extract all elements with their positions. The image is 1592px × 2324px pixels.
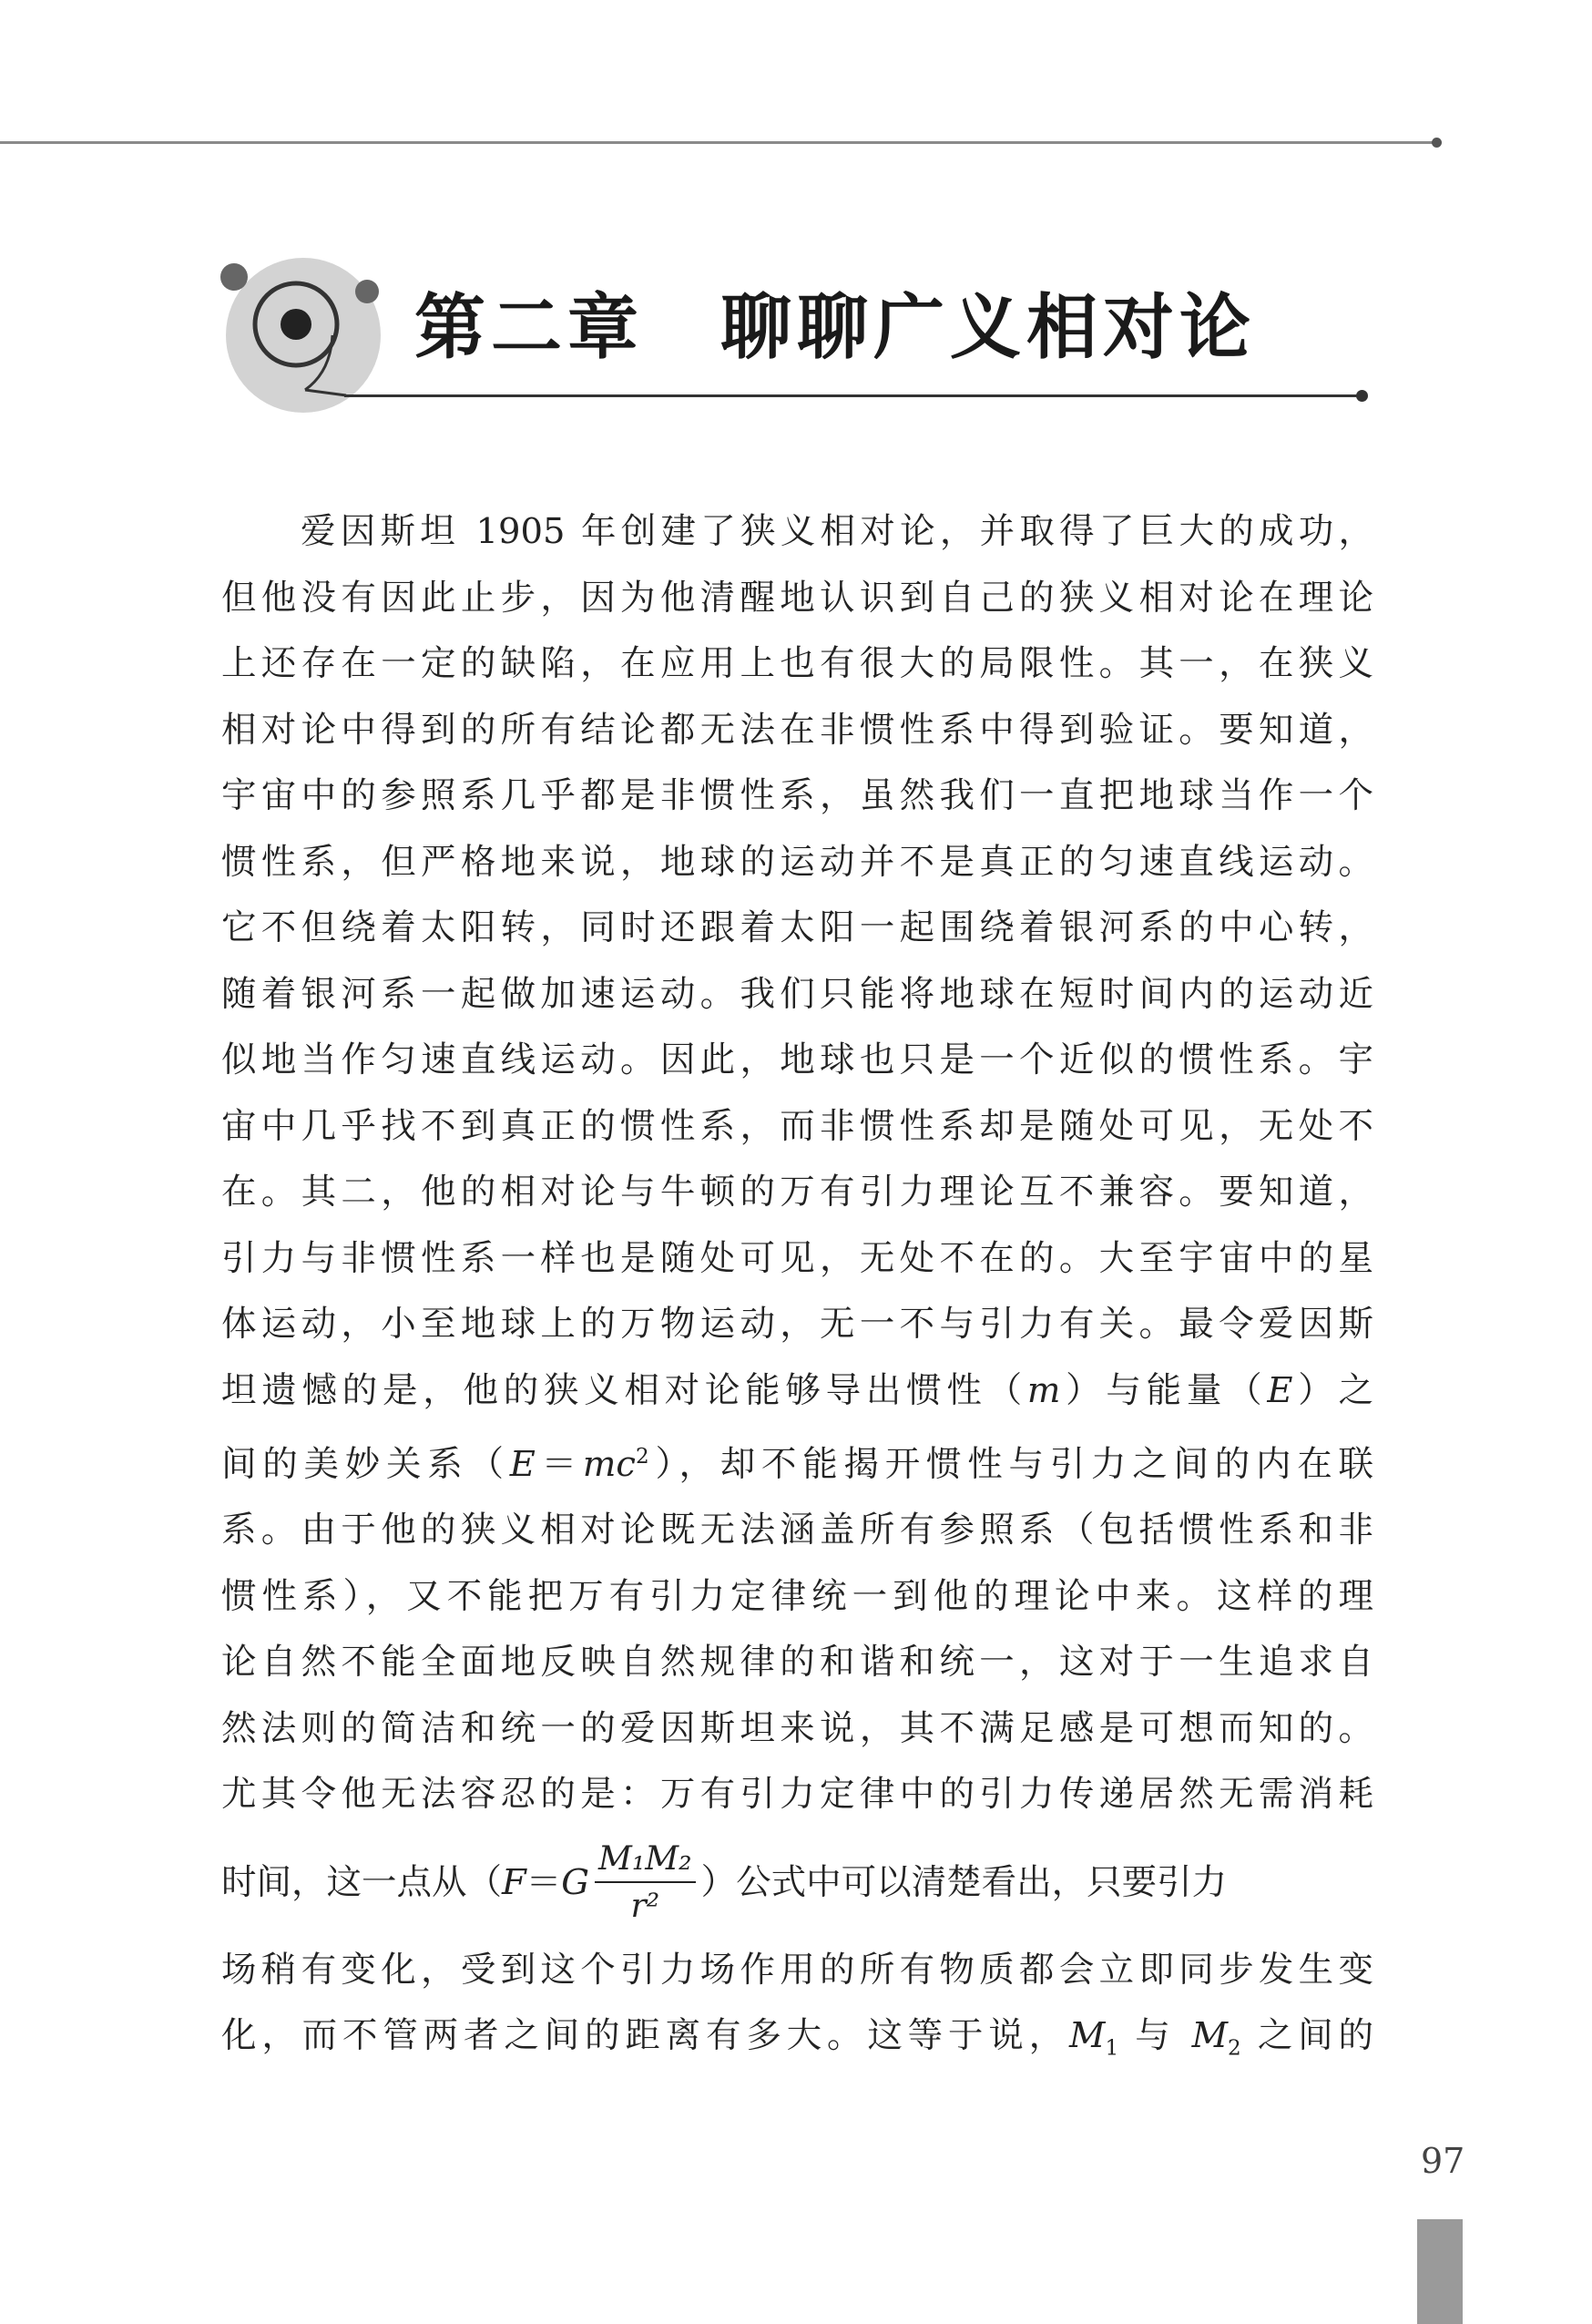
page-number: 97 — [1421, 2141, 1465, 2181]
text-line: 论自然不能全面地反映自然规律的和谐和统一，这对于一生追求自 — [221, 1642, 1373, 1684]
text-line: 似地当作匀速直线运动。因此，地球也只是一个近似的惯性系。宇 — [221, 1039, 1373, 1080]
text-line-with-formula: 间的美妙关系$(E=mc^2)$，却不能揭开惯性与引力之间的内在联 — [221, 1443, 1373, 1485]
text-line: 宇宙中的参照系几乎都是非惯性系，虽然我们一直把地球当作一个 — [221, 775, 1373, 816]
text-line-with-symbols: 化，而不管两者之间的距离有多大。这等于说，$M_1$ 与 $M_2$ 之间的 — [221, 2015, 1373, 2062]
text-line: 相对论中得到的所有结论都无法在非惯性系中得到验证。要知道， — [221, 709, 1373, 751]
text-line: 爱因斯坦 1905 年创建了狭义相对论，并取得了巨大的成功， — [301, 511, 1373, 552]
text-line: 然法则的简洁和统一的爱因斯坦来说，其不满足感是可想而知的。 — [221, 1707, 1373, 1749]
title-underline — [344, 394, 1362, 397]
text-line: 系。由于他的狭义相对论既无法涵盖所有参照系（包括惯性系和非 — [221, 1510, 1373, 1551]
body-paragraph — [221, 499, 1373, 2083]
text-line: 惯性系），又不能把万有引力定律统一到他的理论中来。这样的理 — [221, 1575, 1373, 1617]
text-line: 体运动，小至地球上的万物运动，无一不与引力有关。最令爱因斯 — [221, 1304, 1373, 1345]
text-line: 但他没有因此止步，因为他清醒地认识到自己的狭义相对论在理论 — [221, 577, 1373, 619]
chapter-emblem-icon — [214, 244, 396, 426]
text-line: 尤其令他无法容忍的是：万有引力定律中的引力传递居然无需消耗 — [221, 1774, 1373, 1816]
page-edge-tab — [1417, 2219, 1463, 2324]
gravitation-fraction: $\frac{\text{M₁M₂}}{\text{r²}}$ — [595, 1843, 696, 1923]
text-line: 在。其二，他的相对论与牛顿的万有引力理论互不兼容。要知道， — [221, 1172, 1373, 1213]
text-line: 上还存在一定的缺陷，在应用上也有很大的局限性。其一，在狭义 — [221, 643, 1373, 684]
header-rule — [0, 141, 1437, 144]
text-line: 随着银河系一起做加速运动。我们只能将地球在短时间内的运动近 — [221, 973, 1373, 1015]
text-line: 场稍有变化，受到这个引力场作用的所有物质都会立即同步发生变 — [221, 1949, 1373, 1991]
gravitation-formula-line: 时间，这一点从（ F ＝ G $\frac{\text{M₁M₂}}{\text{r²}}$ ）公式中可以清楚看出，只要引力 — [221, 1839, 1228, 1925]
text-line: 它不但绕着太阳转，同时还跟着太阳一起围绕着银河系的中心转， — [221, 907, 1373, 948]
text-line: 引力与非惯性系一样也是随处可见，无处不在的。大至宇宙中的星 — [221, 1237, 1373, 1279]
chapter-title: 第二章 聊聊广义相对论 — [414, 287, 1257, 369]
header-rule-dot — [1432, 138, 1442, 148]
text-line: 惯性系，但严格地来说，地球的运动并不是真正的匀速直线运动。 — [221, 841, 1373, 883]
text-line: 宙中几乎找不到真正的惯性系，而非惯性系却是随处可见，无处不 — [221, 1105, 1373, 1147]
text-line-with-symbols: 坦遗憾的是，他的狭义相对论能够导出惯性（m）与能量（E）之 — [221, 1369, 1373, 1411]
title-underline-dot — [1356, 390, 1368, 402]
